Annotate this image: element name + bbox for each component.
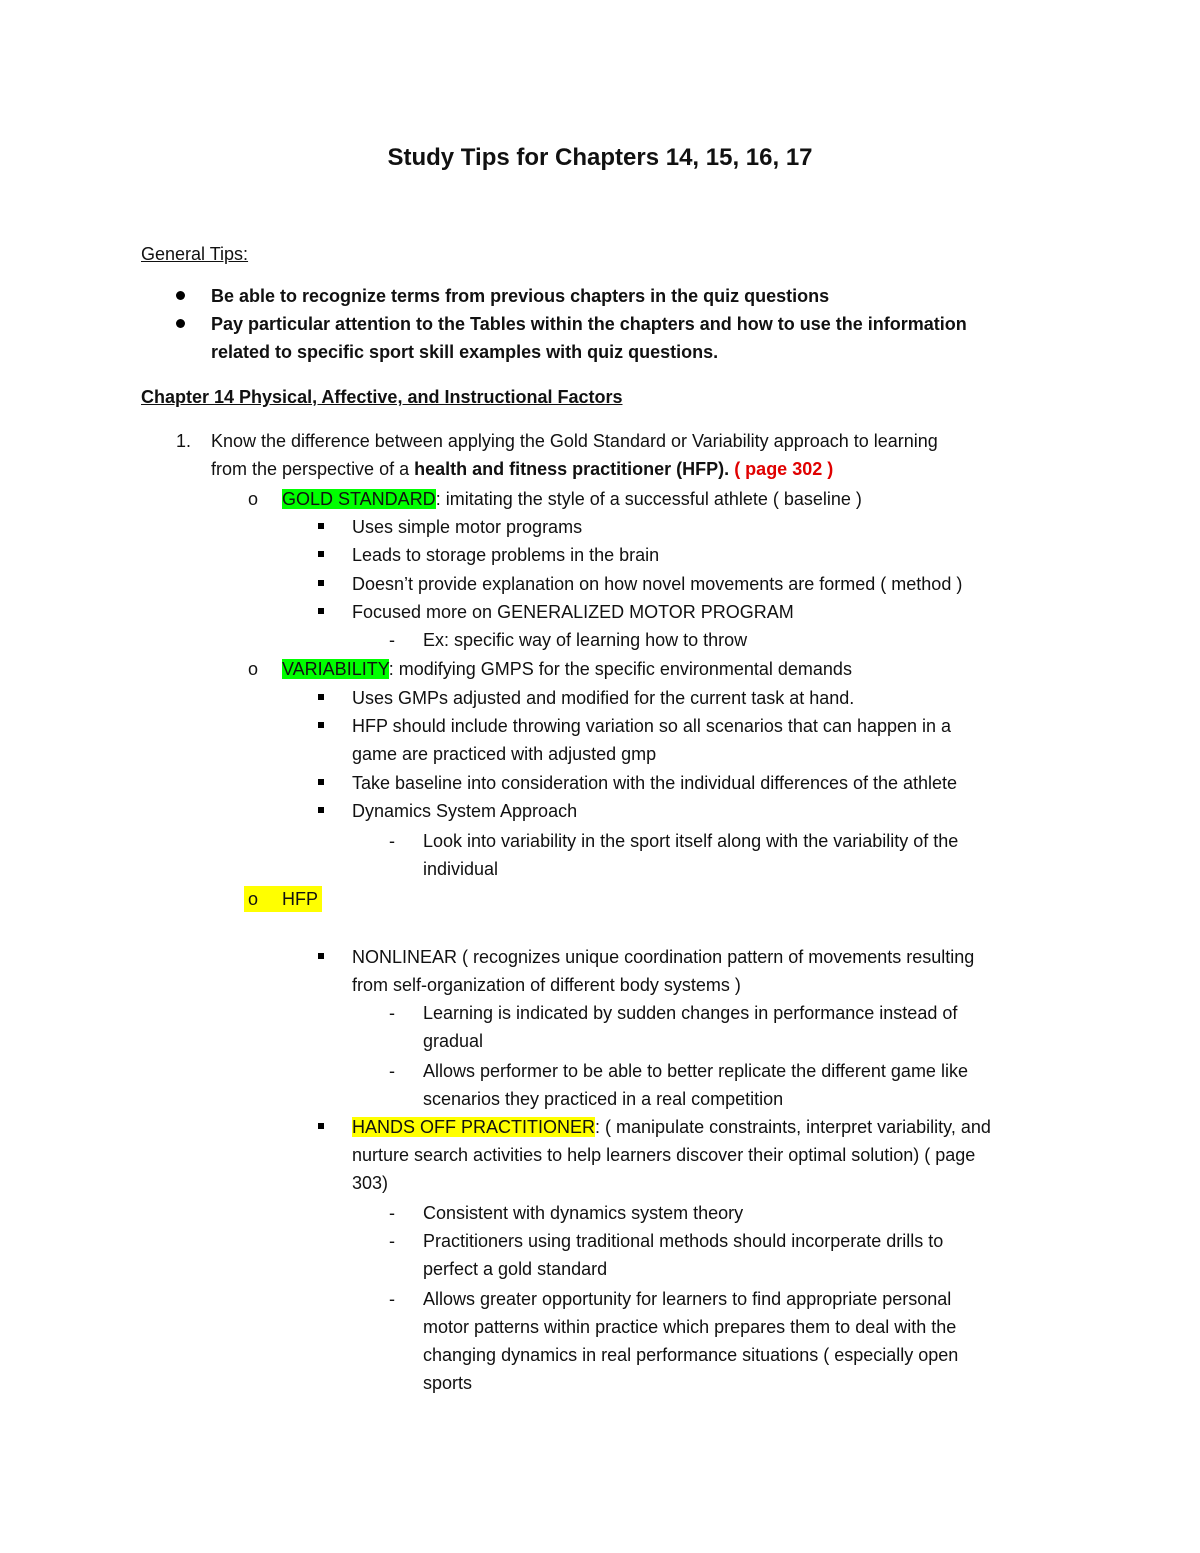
- hands-off-sub-3-cont-3: sports: [423, 1373, 473, 1393]
- gold-standard-label: GOLD STANDARD: [282, 489, 436, 509]
- square-bullet-icon: [318, 807, 324, 813]
- hands-off-sub-2-cont: perfect a gold standard: [423, 1259, 608, 1279]
- item1-page-ref: ( page 302 ): [734, 459, 834, 479]
- circle-marker: o: [248, 489, 259, 509]
- dash-marker: -: [389, 1203, 395, 1223]
- hands-off-line-3: 303): [352, 1173, 389, 1193]
- gold-point-1: Uses simple motor programs: [352, 517, 583, 537]
- variability-label: VARIABILITY: [282, 659, 389, 679]
- hands-off-sub-1: Consistent with dynamics system theory: [423, 1203, 744, 1223]
- dash-marker: -: [389, 1289, 395, 1309]
- hands-off-sub-2: Practitioners using traditional methods should incorperate drills to: [423, 1231, 944, 1251]
- bullet-dot-icon: [176, 291, 185, 300]
- circle-marker: o: [248, 659, 259, 679]
- nonlinear-line-1: NONLINEAR ( recognizes unique coordination pattern of movements resulting: [352, 947, 975, 967]
- hands-off-text-1: ( manipulate constraints, interpret variability, and: [600, 1117, 991, 1137]
- variability-point-2-cont: game are practiced with adjusted gmp: [352, 744, 657, 764]
- gold-standard-line: [282, 486, 862, 512]
- hfp-highlight: [244, 886, 322, 912]
- dash-marker: -: [389, 630, 395, 650]
- item1-dot: .: [724, 459, 730, 479]
- hands-off-label: HANDS OFF PRACTITIONER: [352, 1117, 596, 1137]
- dash-marker: -: [389, 1061, 395, 1081]
- item1-line2-pre: from the perspective of a: [211, 459, 415, 479]
- nonlinear-sub-1-cont: gradual: [423, 1031, 484, 1051]
- gold-standard-text: imitating the style of a successful athlete ( baseline ): [440, 489, 862, 509]
- square-bullet-icon: [318, 694, 324, 700]
- variability-colon: :: [388, 659, 394, 679]
- gold-colon: :: [435, 489, 441, 509]
- nonlinear-line-2: from self-organization of different body systems ): [352, 975, 741, 995]
- gold-point-4: Focused more on GENERALIZED MOTOR PROGRAM: [352, 602, 794, 622]
- list-number: 1.: [176, 431, 192, 451]
- variability-line: [282, 656, 852, 682]
- item1-line1: Know the difference between applying the Gold Standard or Variability approach to learning: [211, 431, 938, 451]
- square-bullet-icon: [318, 551, 324, 557]
- general-tip-2: Pay particular attention to the Tables within the chapters and how to use the information: [211, 314, 967, 334]
- square-bullet-icon: [318, 523, 324, 529]
- variability-text: modifying GMPS for the specific environmental demands: [393, 659, 852, 679]
- variability-sub-1: Look into variability in the sport itself along with the variability of the: [423, 831, 959, 851]
- hands-off-sub-3-cont-2: changing dynamics in real performance situations ( especially open: [423, 1345, 959, 1365]
- square-bullet-icon: [318, 953, 324, 959]
- nonlinear-sub-2: Allows performer to be able to better replicate the different game like: [423, 1061, 968, 1081]
- gold-sub-1: Ex: specific way of learning how to throw: [423, 630, 748, 650]
- square-bullet-icon: [318, 722, 324, 728]
- item1-hfp-bold: health and fitness practitioner (HFP): [414, 459, 725, 479]
- dash-marker: -: [389, 1003, 395, 1023]
- chapter14-heading: Chapter 14 Physical, Affective, and Instructional Factors: [141, 387, 623, 407]
- page-title: Study Tips for Chapters 14, 15, 16, 17: [387, 144, 813, 171]
- nonlinear-sub-1: Learning is indicated by sudden changes in performance instead of: [423, 1003, 958, 1023]
- variability-sub-1-cont: individual: [423, 859, 499, 879]
- hands-off-sub-3-cont-1: motor patterns within practice which prepares them to deal with the: [423, 1317, 957, 1337]
- circle-marker: o: [248, 889, 259, 909]
- hands-off-line-1: [352, 1114, 991, 1140]
- dash-marker: -: [389, 1231, 395, 1251]
- variability-point-3: Take baseline into consideration with the individual differences of the athlete: [352, 773, 958, 793]
- item1-line2: [211, 456, 833, 482]
- general-tip-2-cont: related to specific sport skill examples with quiz questions.: [211, 342, 719, 362]
- hfp-label: HFP: [282, 889, 318, 909]
- gold-point-3: Doesn’t provide explanation on how novel movements are formed ( method ): [352, 574, 963, 594]
- square-bullet-icon: [318, 608, 324, 614]
- square-bullet-icon: [318, 1123, 324, 1129]
- variability-point-2: HFP should include throwing variation so all scenarios that can happen in a: [352, 716, 952, 736]
- square-bullet-icon: [318, 779, 324, 785]
- general-tip-1: Be able to recognize terms from previous chapters in the quiz questions: [211, 286, 830, 306]
- gold-point-2: Leads to storage problems in the brain: [352, 545, 660, 565]
- hands-off-line-2: nurture search activities to help learners discover their optimal solution) ( page: [352, 1145, 976, 1165]
- hands-off-colon: :: [595, 1117, 601, 1137]
- dash-marker: -: [389, 831, 395, 851]
- square-bullet-icon: [318, 580, 324, 586]
- variability-point-4: Dynamics System Approach: [352, 801, 578, 821]
- variability-point-1: Uses GMPs adjusted and modified for the current task at hand.: [352, 688, 855, 708]
- hands-off-sub-3: Allows greater opportunity for learners to find appropriate personal: [423, 1289, 952, 1309]
- nonlinear-sub-2-cont: scenarios they practiced in a real competition: [423, 1089, 784, 1109]
- general-tips-heading: General Tips:: [141, 244, 249, 264]
- bullet-dot-icon: [176, 319, 185, 328]
